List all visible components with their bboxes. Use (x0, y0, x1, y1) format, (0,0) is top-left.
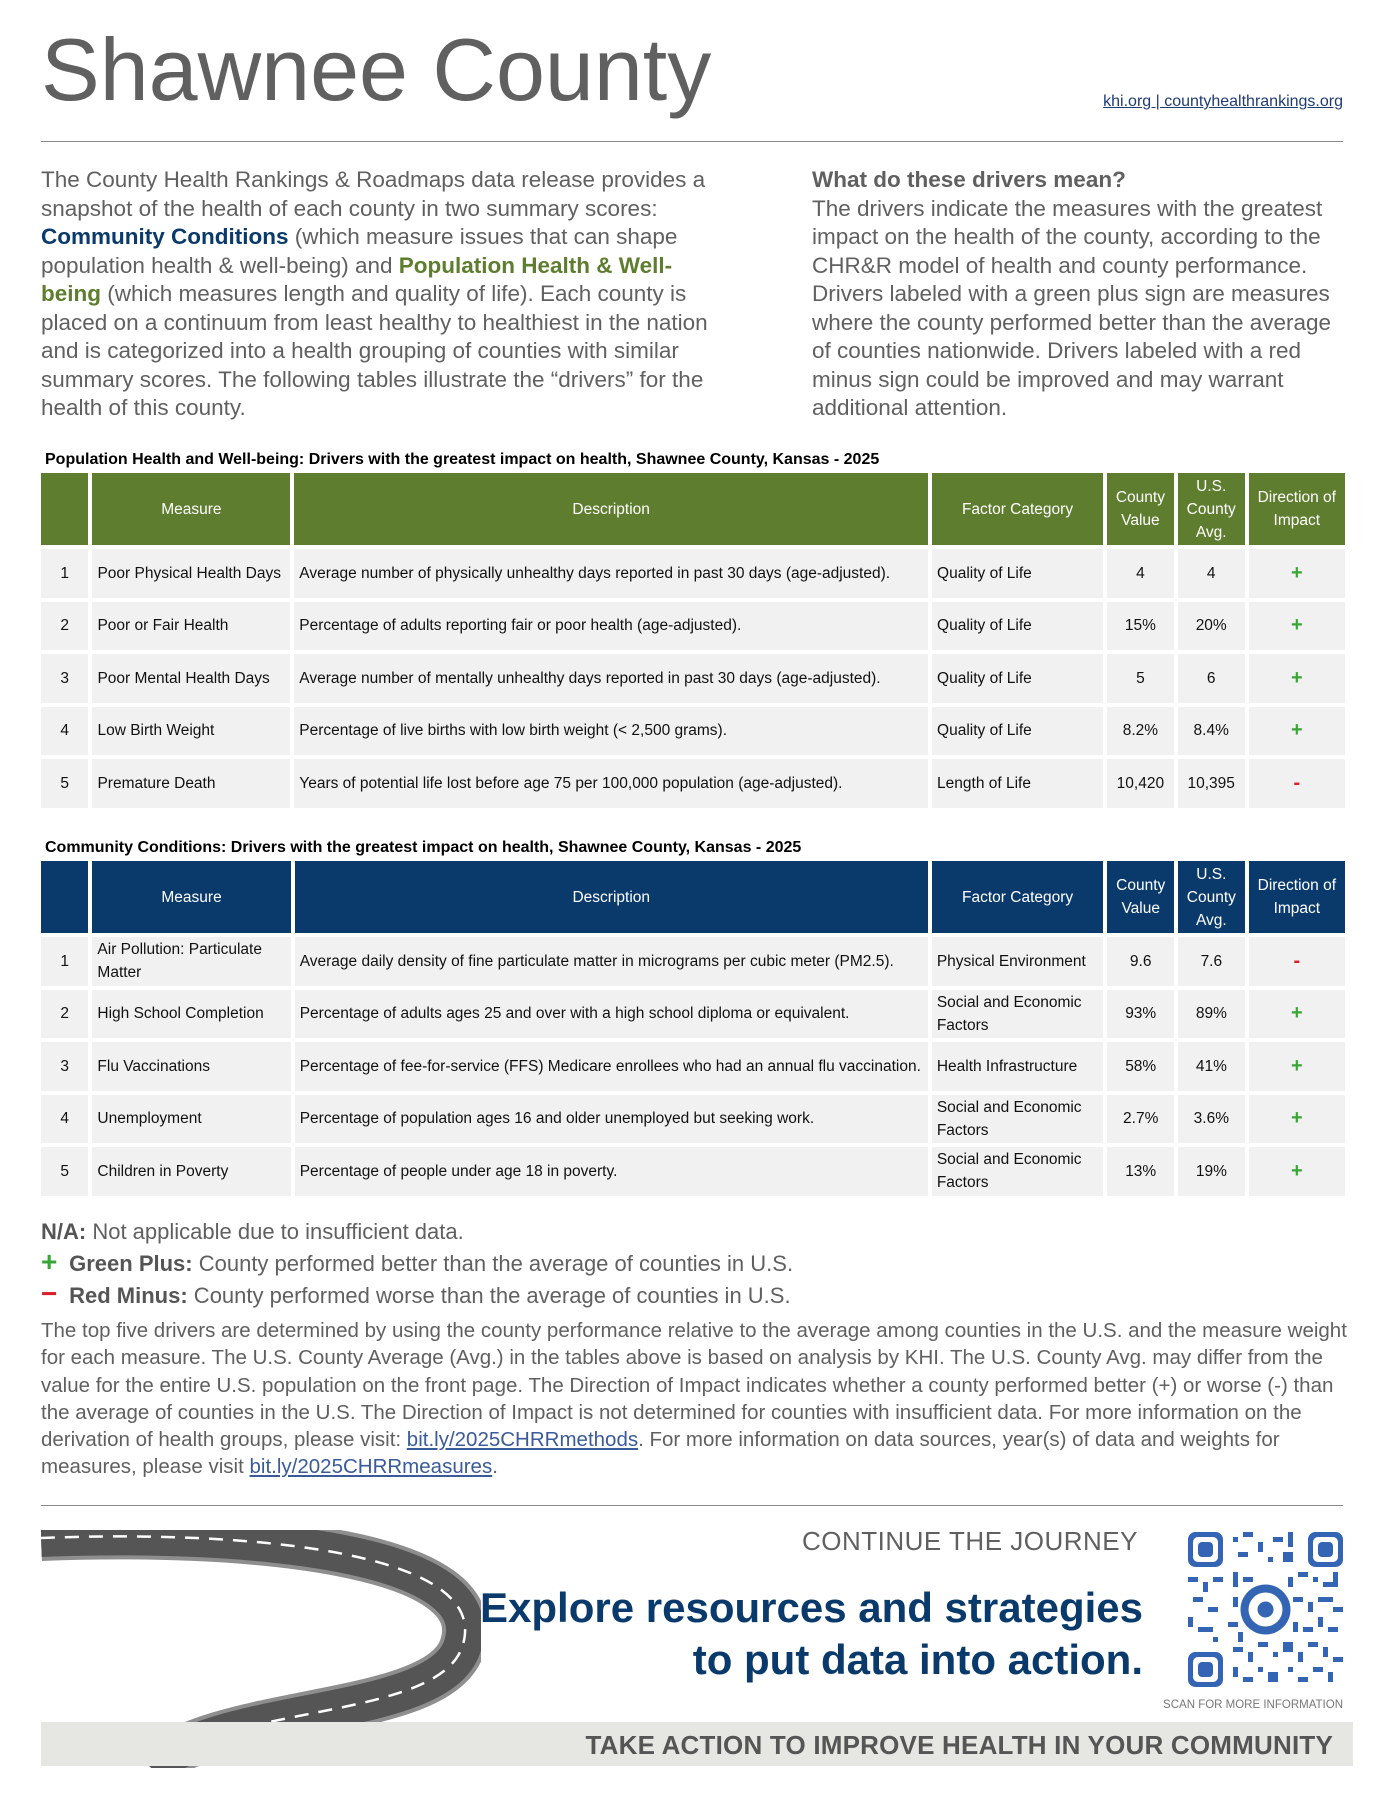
row-description: Average number of mentally unhealthy days reported in past 30 days (age-adjusted). (294, 654, 928, 703)
footnote: The top five drivers are determined by using the county performance relative to the average among counties in the U.S. and the measure weight for each measure. The U.S. County Average (Avg.) in the tables above is based on analysis by KHI. The U.S. County Avg. may differ from the value for the entire U.S. population on the front page. The Direction of Impact indicates whether a county performed better (+) or worse (-) than the average of counties in the U.S. The Direction of Impact is not determined for counties with insufficient data. For more information on the derivation of health groups, please visit: bit.ly/2025CHRRmethods. For more information on data sources, year(s) of data and weights for measures, please visit bit.ly/2025CHRRmeasures. (41, 1319, 1347, 1479)
table-row (41, 602, 1345, 651)
row-us-avg: 19% (1178, 1147, 1245, 1196)
scan-label: SCAN FOR MORE INFORMATION (1163, 1699, 1343, 1711)
legend (41, 1217, 793, 1311)
row-county-value: 15% (1107, 602, 1174, 651)
continue-journey: CONTINUE THE JOURNEY (802, 1526, 1138, 1556)
row-measure: Poor Physical Health Days (92, 549, 290, 598)
drivers-heading: What do these drivers mean? (812, 167, 1126, 192)
row-direction: + (1249, 549, 1345, 598)
row-us-avg: 7.6 (1178, 937, 1245, 986)
table-row (41, 1147, 1345, 1196)
col-factor: Factor Category (932, 861, 1104, 933)
row-us-avg: 10,395 (1178, 759, 1245, 808)
row-measure: Premature Death (92, 759, 290, 808)
row-direction: + (1249, 1095, 1345, 1144)
row-measure: Poor Mental Health Days (92, 654, 290, 703)
page-title: Shawnee County (41, 20, 712, 119)
row-number: 2 (41, 990, 88, 1039)
row-description: Percentage of people under age 18 in poverty. (295, 1147, 928, 1196)
drivers-body: The drivers indicate the measures with the greatest impact on the health of the county, according to the CHR&R model of health and county performance. Drivers labeled with a green plus sign are measures where the county performed better than the average of counties nationwide. Drivers labeled with a red minus sign could be improved and may warrant additional attention. (812, 195, 1332, 420)
table-row (41, 937, 1345, 986)
row-county-value: 9.6 (1107, 937, 1174, 986)
row-us-avg: 20% (1178, 602, 1245, 651)
col-measure: Measure (92, 473, 290, 545)
row-measure: Low Birth Weight (92, 707, 290, 756)
footer-divider (41, 1505, 1343, 1506)
row-number: 5 (41, 759, 88, 808)
row-number: 3 (41, 1042, 88, 1091)
row-county-value: 13% (1107, 1147, 1174, 1196)
row-county-value: 2.7% (1107, 1095, 1174, 1144)
row-number: 4 (41, 1095, 88, 1144)
row-measure: Children in Poverty (92, 1147, 290, 1196)
table2-title: Community Conditions: Drivers with the greatest impact on health, Shawnee County, Kansas - 2025 (45, 839, 802, 856)
table-row (41, 1095, 1345, 1144)
row-factor: Length of Life (932, 759, 1103, 808)
col-us-avg: U.S. County Avg. (1178, 473, 1245, 545)
col-description: Description (294, 473, 928, 545)
col-description: Description (295, 861, 928, 933)
table-row (41, 654, 1345, 703)
col-direction: Direction of Impact (1249, 473, 1345, 545)
row-factor: Quality of Life (932, 707, 1103, 756)
table-row (41, 759, 1345, 808)
row-measure: Flu Vaccinations (92, 1042, 290, 1091)
row-number: 5 (41, 1147, 88, 1196)
row-us-avg: 3.6% (1178, 1095, 1245, 1144)
legend-minus: − Red Minus: County performed worse than the average of counties in U.S. (41, 1278, 791, 1309)
population-health-table (37, 469, 1349, 812)
intro-paragraph: The County Health Rankings & Roadmaps data release provides a snapshot of the health of each county in two summary scores: Community Conditions (which measure issues that can shape population health & well-being) and Population Health & Well-being (which measures length and quality of life). Each county is placed on a continuum from least healthy to healthiest in the nation and is categorized into a health grouping of counties with similar summary scores. The following tables illustrate the “drivers” for the health of this county. (41, 167, 708, 420)
col-num (41, 861, 88, 933)
col-us-avg: U.S. County Avg. (1178, 861, 1245, 933)
row-direction: - (1249, 759, 1345, 808)
table-row (41, 990, 1345, 1039)
row-description: Years of potential life lost before age 75 per 100,000 population (age-adjusted). (294, 759, 928, 808)
row-description: Percentage of adults ages 25 and over with a high school diploma or equivalent. (295, 990, 928, 1039)
header-divider (41, 141, 1343, 142)
row-description: Percentage of population ages 16 and older unemployed but seeking work. (295, 1095, 928, 1144)
table1-title: Population Health and Well-being: Drivers with the greatest impact on health, Shawnee County, Kansas - 2025 (45, 451, 880, 468)
col-factor: Factor Category (932, 473, 1103, 545)
row-factor: Health Infrastructure (932, 1042, 1104, 1091)
row-county-value: 4 (1107, 549, 1174, 598)
population-health-label: Population Health & Well-being (41, 252, 673, 306)
row-measure: Air Pollution: Particulate Matter (92, 937, 290, 986)
col-num (41, 473, 88, 545)
methods-link[interactable]: bit.ly/2025CHRRmethods (406, 1428, 639, 1452)
community-conditions-table (37, 857, 1349, 1200)
table-row (41, 1042, 1345, 1091)
row-description: Percentage of live births with low birth weight (< 2,500 grams). (294, 707, 928, 756)
row-factor: Physical Environment (932, 937, 1104, 986)
row-us-avg: 89% (1178, 990, 1245, 1039)
red-minus-icon: − (41, 1278, 58, 1309)
qr-code-icon[interactable] (1188, 1532, 1343, 1687)
row-number: 2 (41, 602, 88, 651)
drivers-explanation (812, 166, 1352, 423)
row-measure: Unemployment (92, 1095, 290, 1144)
row-number: 1 (41, 937, 88, 986)
row-county-value: 5 (1107, 654, 1174, 703)
row-us-avg: 41% (1178, 1042, 1245, 1091)
row-factor: Social and Economic Factors (932, 1147, 1104, 1196)
table-header-row (41, 473, 1345, 545)
col-measure: Measure (92, 861, 290, 933)
table-row (41, 549, 1345, 598)
table-row (41, 707, 1345, 756)
community-conditions-label: Community Conditions (41, 224, 289, 249)
row-county-value: 10,420 (1107, 759, 1174, 808)
row-county-value: 8.2% (1107, 707, 1174, 756)
row-direction: + (1249, 707, 1345, 756)
legend-plus: + Green Plus: County performed better than the average of counties in U.S. (41, 1246, 794, 1277)
row-us-avg: 6 (1178, 654, 1245, 703)
row-factor: Quality of Life (932, 549, 1103, 598)
row-direction: + (1249, 1147, 1345, 1196)
col-county-value: County Value (1107, 861, 1174, 933)
row-number: 1 (41, 549, 88, 598)
row-number: 4 (41, 707, 88, 756)
row-direction: + (1249, 1042, 1345, 1091)
row-description: Average number of physically unhealthy days reported in past 30 days (age-adjusted). (294, 549, 928, 598)
row-measure: High School Completion (92, 990, 290, 1039)
row-factor: Quality of Life (932, 602, 1103, 651)
row-us-avg: 4 (1178, 549, 1245, 598)
row-us-avg: 8.4% (1178, 707, 1245, 756)
row-factor: Social and Economic Factors (932, 1095, 1104, 1144)
row-county-value: 93% (1107, 990, 1174, 1039)
col-direction: Direction of Impact (1249, 861, 1345, 933)
green-plus-icon: + (41, 1246, 58, 1277)
row-factor: Quality of Life (932, 654, 1103, 703)
row-direction: + (1249, 990, 1345, 1039)
explore-heading: Explore resources and strategies to put data into action. (480, 1584, 1143, 1683)
measures-link[interactable]: bit.ly/2025CHRRmeasures (249, 1455, 493, 1479)
row-county-value: 58% (1107, 1042, 1174, 1091)
table-header-row (41, 861, 1345, 933)
action-banner: TAKE ACTION TO IMPROVE HEALTH IN YOUR COMMUNITY (41, 1722, 1353, 1766)
col-county-value: County Value (1107, 473, 1174, 545)
row-number: 3 (41, 654, 88, 703)
row-factor: Social and Economic Factors (932, 990, 1104, 1039)
row-direction: - (1249, 937, 1345, 986)
row-measure: Poor or Fair Health (92, 602, 290, 651)
row-description: Average daily density of fine particulate matter in micrograms per cubic meter (PM2.5). (295, 937, 928, 986)
row-description: Percentage of adults reporting fair or poor health (age-adjusted). (294, 602, 928, 651)
row-description: Percentage of fee-for-service (FFS) Medicare enrollees who had an annual flu vaccination. (295, 1042, 928, 1091)
row-direction: + (1249, 654, 1345, 703)
row-direction: + (1249, 602, 1345, 651)
header-links[interactable]: khi.org | countyhealthrankings.org (1103, 93, 1343, 110)
legend-na: N/A: Not applicable due to insufficient data. (41, 1219, 464, 1244)
